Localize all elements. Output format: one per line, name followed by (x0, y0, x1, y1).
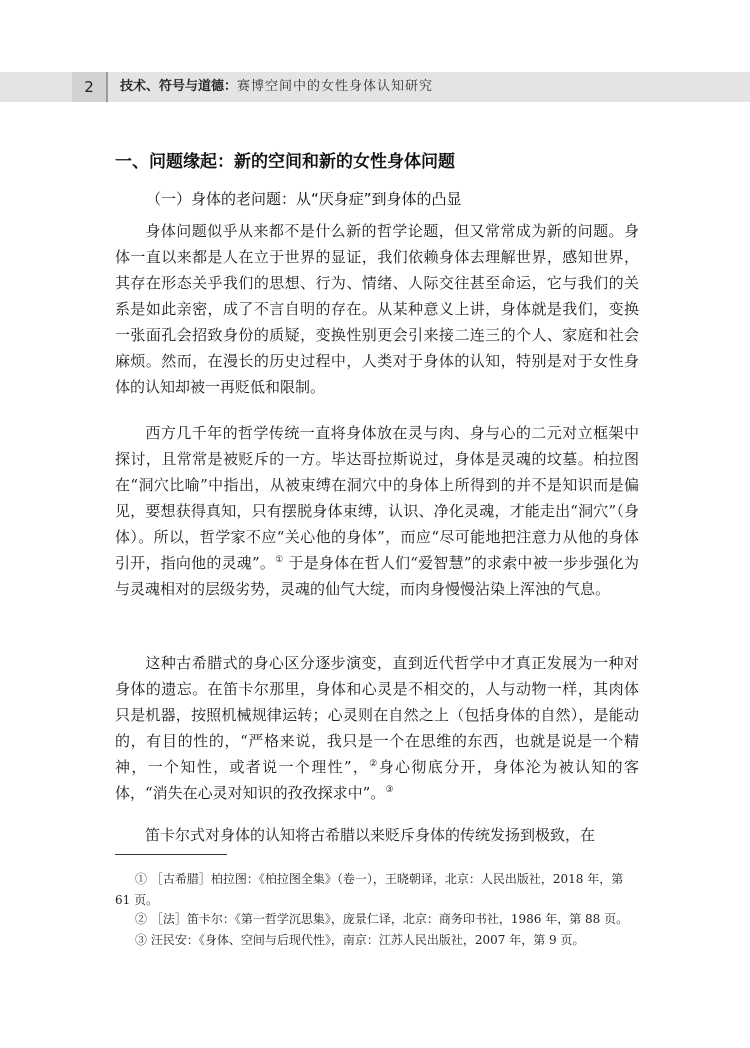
subsection-title: （一）身体的老问题：从“厌身症”到身体的凸显 (146, 190, 462, 208)
paragraph-3 (115, 650, 639, 806)
running-head-bold: 技术、符号与道德： (120, 79, 238, 94)
footnote-3-mark: ③ (135, 933, 148, 947)
footnote-ref-2[interactable]: ② (369, 759, 379, 769)
footnote-1 (115, 869, 639, 911)
footnote-ref-3[interactable]: ③ (385, 785, 394, 795)
running-head (120, 72, 433, 102)
section-title: 一、问题缘起：新的空间和新的女性身体问题 (115, 152, 455, 172)
paragraph-2-text-b: 于是身体在哲人们“爱智慧”的求索中被一步步强化为与灵魂相对的层级劣势，灵魂的仙气大绽，而肉身慢慢沾染上浑浊的气息。 (115, 554, 640, 598)
paragraph-4-text: 笛卡尔式对身体的认知将古希腊以来贬斥身体的传统发扬到极致，在 (145, 826, 596, 844)
paragraph-4 (115, 822, 639, 848)
footnote-2-text: ［法］笛卡尔：《第一哲学沉思集》，庞景仁译，北京：商务印书社，1986 年，第 88 页。 (150, 912, 629, 926)
paragraph-3-text-a: 这种古希腊式的身心区分逐步演变，直到近代哲学中才真正发展为一种对身体的遗忘。在笛卡尔那里，身体和心灵是不相交的，人与动物一样，其肉体只是机器，按照机械规律运转；心灵则在自然之上（包括身体的自然），是能动的，有目的性的，“严格来说，我只是一个在思维的东西，也就是说是一个精神，一个知性，或者说一个理性”， (115, 654, 639, 776)
footnote-2 (115, 909, 639, 930)
footnote-divider (115, 854, 227, 855)
footnote-3 (115, 930, 639, 951)
footnote-1-text: ［古希腊］柏拉图：《柏拉图全集》（卷一），王晓朝译，北京：人民出版社，2018 年，第 61 页。 (115, 872, 624, 907)
paragraph-2-text-a: 西方几千年的哲学传统一直将身体放在灵与肉、身与心的二元对立框架中探讨，且常常是被贬斥的一方。毕达哥拉斯说过，身体是灵魂的坟墓。柏拉图在“洞穴比喻”中指出，从被束缚在洞穴中的身体上所得到的并不是知识而是偏见，要想获得真知，只有摆脱身体束缚，认识、净化灵魂，才能走出“洞穴”（身体）。所以，哲学家不应“关心他的身体”，而应“尽可能地把注意力从他的身体引开，指向他的灵魂”。 (115, 424, 639, 572)
paragraph-1-text: 身体问题似乎从来都不是什么新的哲学论题，但又常常成为新的问题。身体一直以来都是人在立于世界的显证，我们依赖身体去理解世界，感知世界，其存在形态关乎我们的思想、行为、情绪、人际交往甚至命运，它与我们的关系是如此亲密，成了不言自明的存在。从某种意义上讲，身体就是我们，变换一张面孔会招致身份的质疑，变换性别更会引来接二连三的个人、家庭和社会麻烦。然而，在漫长的历史过程中，人类对于身体的认知，特别是对于女性身体的认知却被一再贬低和限制。 (115, 222, 639, 396)
footnote-ref-1[interactable]: ① (275, 555, 284, 565)
page-number: 2 (84, 78, 94, 96)
paragraph-3-text-b: 身心彻底分开，身体沦为被认知的客体，“消失在心灵对知识的孜孜探求中”。 (115, 758, 639, 802)
header-divider (106, 72, 108, 102)
footnote-2-mark: ② (135, 912, 148, 926)
paragraph-1 (115, 218, 639, 400)
running-head-subtitle: 赛博空间中的女性身体认知研究 (237, 79, 434, 94)
paragraph-2 (115, 420, 639, 602)
footnote-1-mark: ① (135, 872, 148, 886)
footnote-3-text: 汪民安：《身体、空间与后现代性》，南京：江苏人民出版社，2007 年，第 9 页。 (150, 933, 585, 947)
